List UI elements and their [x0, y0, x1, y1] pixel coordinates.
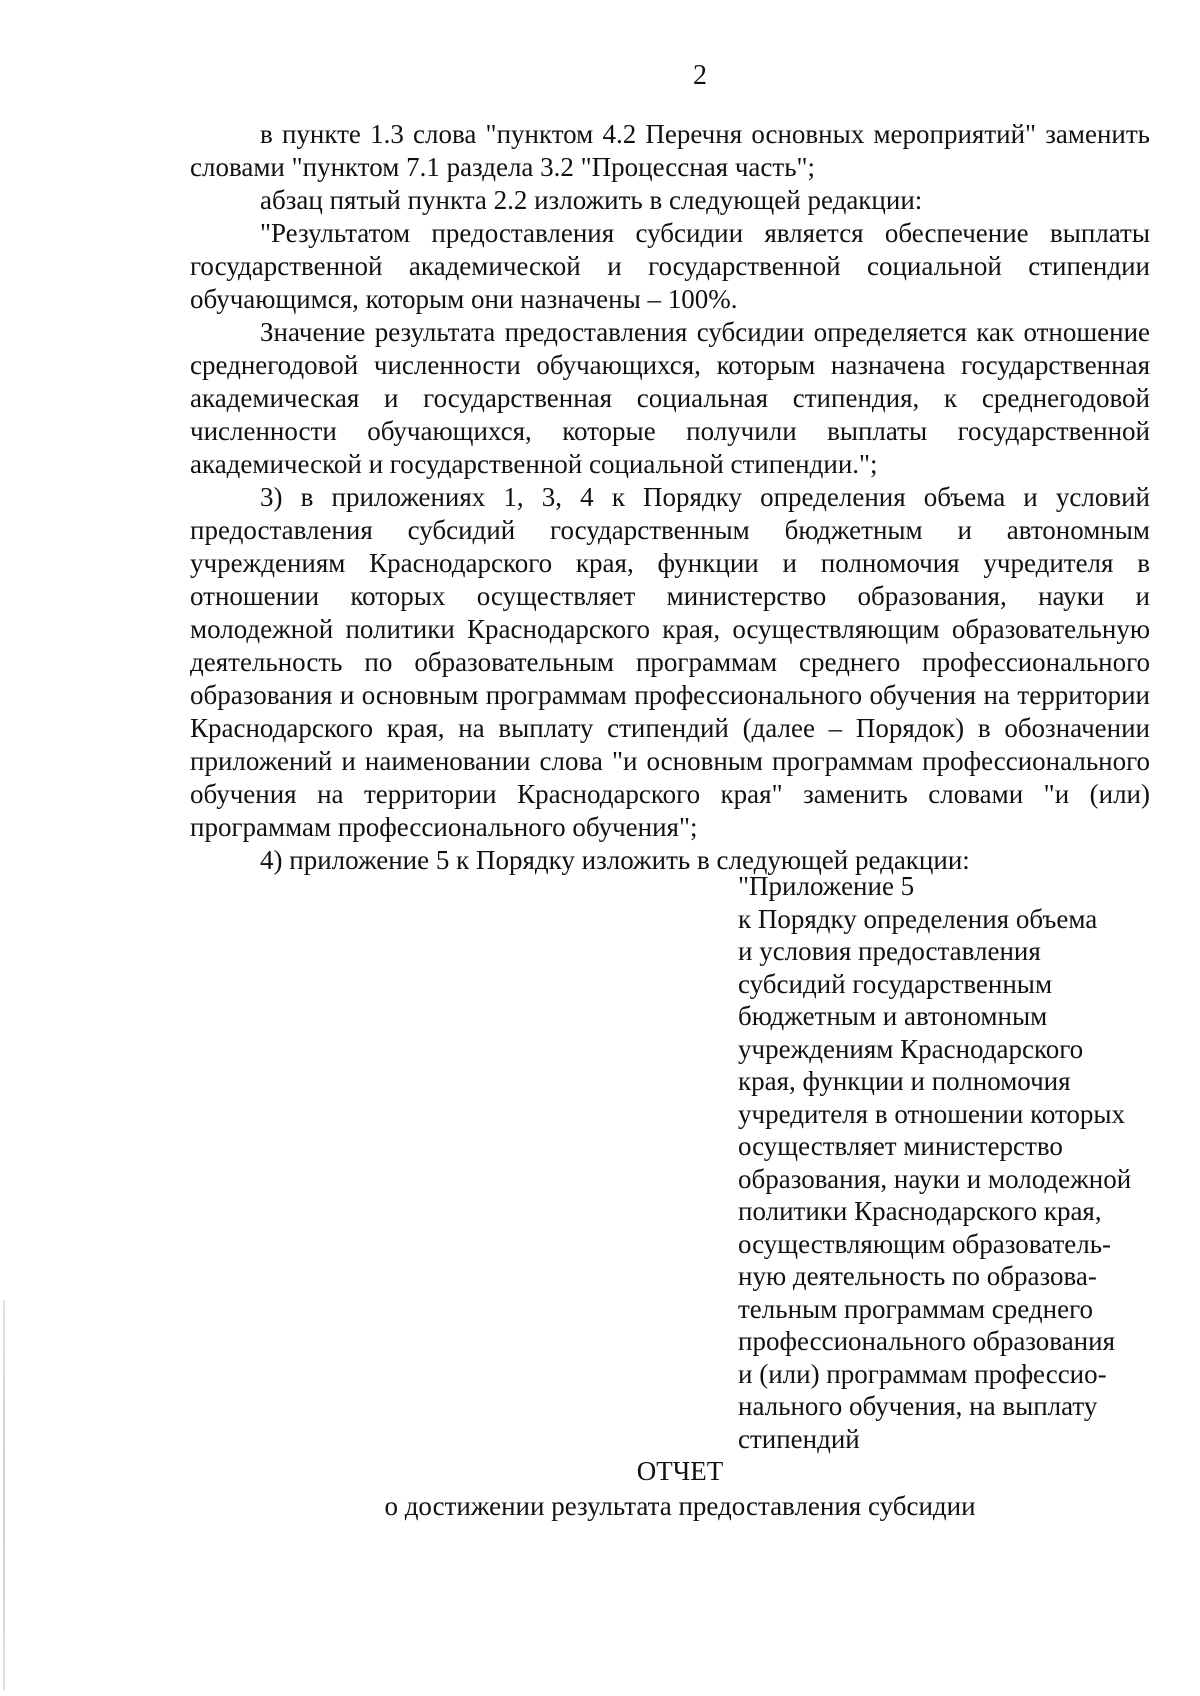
appendix-line: осуществляющим образователь- — [738, 1228, 1112, 1259]
appendix-line: учреждениям Краснодарского — [738, 1033, 1084, 1064]
appendix-line: бюджетным и автономным — [738, 1001, 1048, 1031]
appendix-line: "Приложение 5 — [738, 871, 915, 901]
appendix-line: субсидий государственным — [738, 968, 1053, 999]
paragraph-result-value: Значение результата предоставления субсидии определяется как отношение среднегодовой численности обучающихся, которым назначена государственная академическая и государственная социальная стипендия, к среднегодовой численности обучающихся, которые получили выплаты государственной академической и государственной социальной стипендии."; — [190, 317, 1150, 479]
appendix-line: осуществляет министерство — [738, 1131, 1063, 1161]
appendix-line: нального обучения, на выплату — [738, 1391, 1098, 1421]
appendix-line: профессионального образования — [738, 1326, 1115, 1356]
appendix-line: тельным программам среднего — [738, 1293, 1093, 1324]
appendix-line: политики Краснодарского края, — [738, 1196, 1102, 1226]
appendix-line: и условия предоставления — [738, 936, 1041, 966]
paragraph-item-3: 3) в приложениях 1, 3, 4 к Порядку определения объема и условий предоставления субсидий государственным бюджетным и автономным учреждениям Краснодарского края, функции и полномочия учредителя в отношении которых осуществляет министерство образования, науки и молодежной политики Краснодарского края, осуществляющим образовательную деятельность по образовательным программам среднего профессионального образования и основным программам профессионального обучения на территории Краснодарского края, на выплату стипендий (далее – Порядок) в обозначении приложений и наименовании слова "и основным программам профессионального обучения на территории Краснодарского края" заменить словами "и (или) программам профессионального обучения"; — [190, 482, 1150, 842]
paragraph-item-4: 4) приложение 5 к Порядку изложить в следующей редакции: — [260, 845, 970, 875]
appendix-header — [738, 870, 1178, 1455]
body-text — [190, 118, 1150, 877]
appendix-line: учредителя в отношении которых — [738, 1098, 1126, 1129]
appendix-line: и (или) программам профессио- — [738, 1358, 1107, 1389]
report-subtitle: о достижении результата предоставления субсидии — [384, 1491, 976, 1521]
report-title: ОТЧЕТ — [636, 1456, 724, 1486]
appendix-line: стипендий — [738, 1423, 860, 1454]
paragraph-result-definition: "Результатом предоставления субсидии является обеспечение выплаты государственной академической и государственной социальной стипендии обучающимся, которым они назначены – 100%. — [190, 218, 1150, 314]
paragraph-item-2-2-intro: абзац пятый пункта 2.2 изложить в следующей редакции: — [260, 185, 923, 215]
appendix-line: к Порядку определения объема — [738, 903, 1098, 934]
paragraph-item-1-3: в пункте 1.3 слова "пунктом 4.2 Перечня основных мероприятий" заменить словами "пунктом 7.1 раздела 3.2 "Процессная часть"; — [190, 119, 1150, 182]
page-number: 2 — [693, 60, 707, 91]
appendix-line: образования, науки и молодежной — [738, 1163, 1132, 1194]
appendix-line: края, функции и полномочия — [738, 1066, 1071, 1096]
appendix-line: ную деятельность по образова- — [738, 1261, 1097, 1291]
scan-edge-line — [3, 1300, 5, 1690]
